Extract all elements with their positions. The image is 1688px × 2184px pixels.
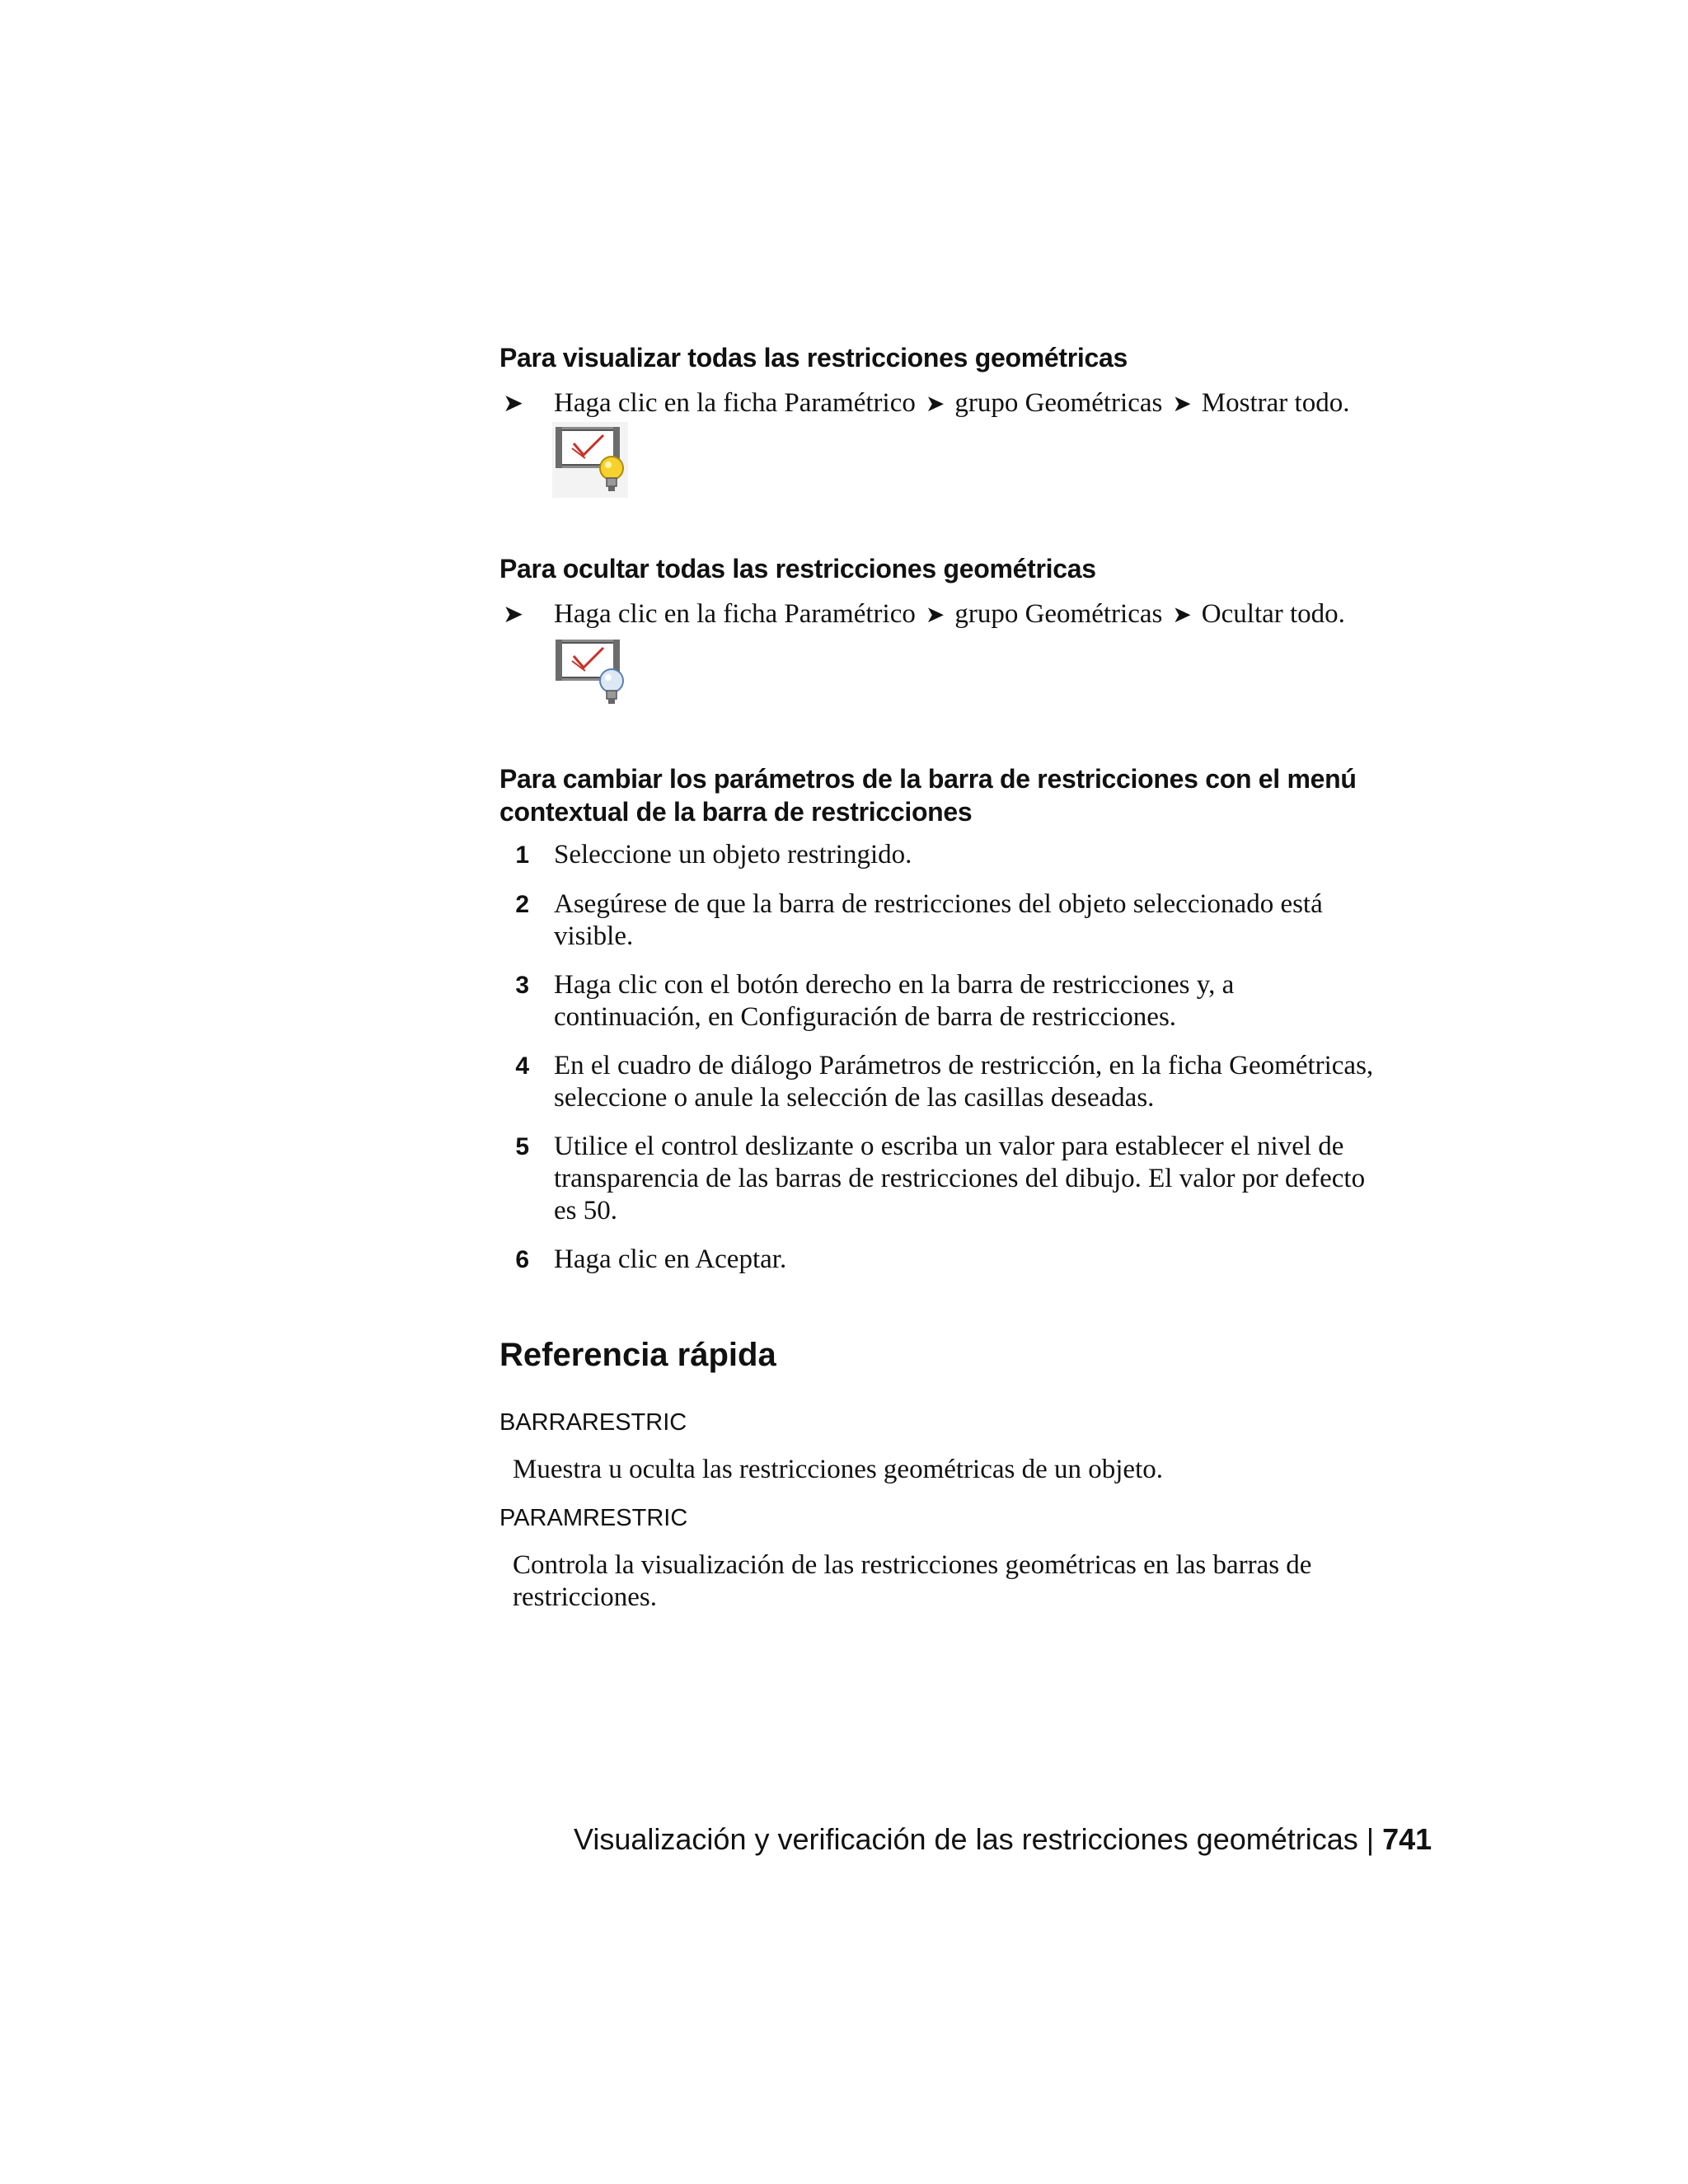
step-line: Seleccione un objeto restringido. xyxy=(554,840,912,869)
step-line: seleccione o anule la selección de las casillas deseadas. xyxy=(554,1083,1155,1113)
bullet-arrow: ➤ xyxy=(503,600,524,629)
path-separator: ➤ xyxy=(925,601,945,628)
step-line: transparencia de las barras de restricciones del dibujo. El valor por defecto xyxy=(554,1164,1366,1193)
path-separator: ➤ xyxy=(1172,390,1192,417)
step-6-text xyxy=(554,1244,786,1276)
settings-heading-line-2: contextual de la barra de restricciones xyxy=(499,797,973,827)
step-4-text xyxy=(554,1050,1373,1114)
step-line: continuación, en Configuración de barra de restricciones. xyxy=(554,1002,1177,1032)
step-2-text xyxy=(554,888,1323,953)
page-number: 741 xyxy=(1382,1822,1432,1856)
step-1-text xyxy=(554,839,912,871)
description-line: Controla la visualización de las restricciones geométricas en las barras de xyxy=(513,1550,1312,1580)
step-number: 6 xyxy=(515,1246,529,1273)
step-number: 5 xyxy=(515,1133,529,1160)
path-step-group: grupo Geométricas xyxy=(954,599,1163,629)
step-number: 2 xyxy=(515,891,529,918)
path-separator: ➤ xyxy=(1172,601,1192,628)
step-number: 3 xyxy=(515,972,529,999)
step-line: Haga clic en Aceptar. xyxy=(554,1244,787,1274)
step-number: 4 xyxy=(515,1052,529,1080)
step-number: 1 xyxy=(515,841,529,869)
quick-reference-title: Referencia rápida xyxy=(499,1337,776,1373)
footer-divider: | xyxy=(1366,1822,1375,1856)
path-step-tab: Haga clic en la ficha Paramétrico xyxy=(554,599,916,629)
path-separator: ➤ xyxy=(925,390,945,417)
show-all-heading: Para visualizar todas las restricciones geométricas xyxy=(499,343,1128,373)
step-line: Asegúrese de que la barra de restricciones del objeto seleccionado está xyxy=(554,889,1323,919)
step-line: visible. xyxy=(554,921,634,951)
command-name-link[interactable]: BARRARESTRIC xyxy=(499,1409,687,1436)
footer-chapter-title: Visualización y verificación de las restricciones geométricas xyxy=(574,1822,1358,1856)
hide-all-heading: Para ocultar todas las restricciones geométricas xyxy=(499,554,1096,583)
path-step-group: grupo Geométricas xyxy=(954,388,1163,418)
command-description xyxy=(513,1549,1311,1614)
command-description xyxy=(513,1454,1163,1486)
settings-heading-line-1: Para cambiar los parámetros de la barra de restricciones con el menú xyxy=(499,764,1357,794)
page-footer xyxy=(574,1821,1432,1858)
step-line: Haga clic con el botón derecho en la barra de restricciones y, a xyxy=(554,970,1235,1000)
step-5-text xyxy=(554,1131,1365,1227)
step-line: es 50. xyxy=(554,1196,617,1226)
show-constraints-bulb-icon xyxy=(552,422,628,498)
command-name-link[interactable]: PARAMRESTRIC xyxy=(499,1505,688,1531)
step-line: En el cuadro de diálogo Parámetros de restricción, en la ficha Geométricas, xyxy=(554,1051,1374,1080)
bullet-arrow: ➤ xyxy=(503,389,524,418)
hide-all-path xyxy=(554,598,1345,630)
description-line: restricciones. xyxy=(513,1582,658,1612)
step-line: Utilice el control deslizante o escriba un valor para establecer el nivel de xyxy=(554,1132,1344,1161)
path-step-command: Mostrar todo. xyxy=(1201,388,1350,418)
path-step-tab: Haga clic en la ficha Paramétrico xyxy=(554,388,916,418)
show-all-path xyxy=(554,387,1349,419)
hide-constraints-bulb-icon xyxy=(552,635,628,710)
path-step-command: Ocultar todo. xyxy=(1201,599,1345,629)
step-3-text xyxy=(554,969,1234,1033)
description-line: Muestra u oculta las restricciones geométricas de un objeto. xyxy=(513,1455,1163,1484)
